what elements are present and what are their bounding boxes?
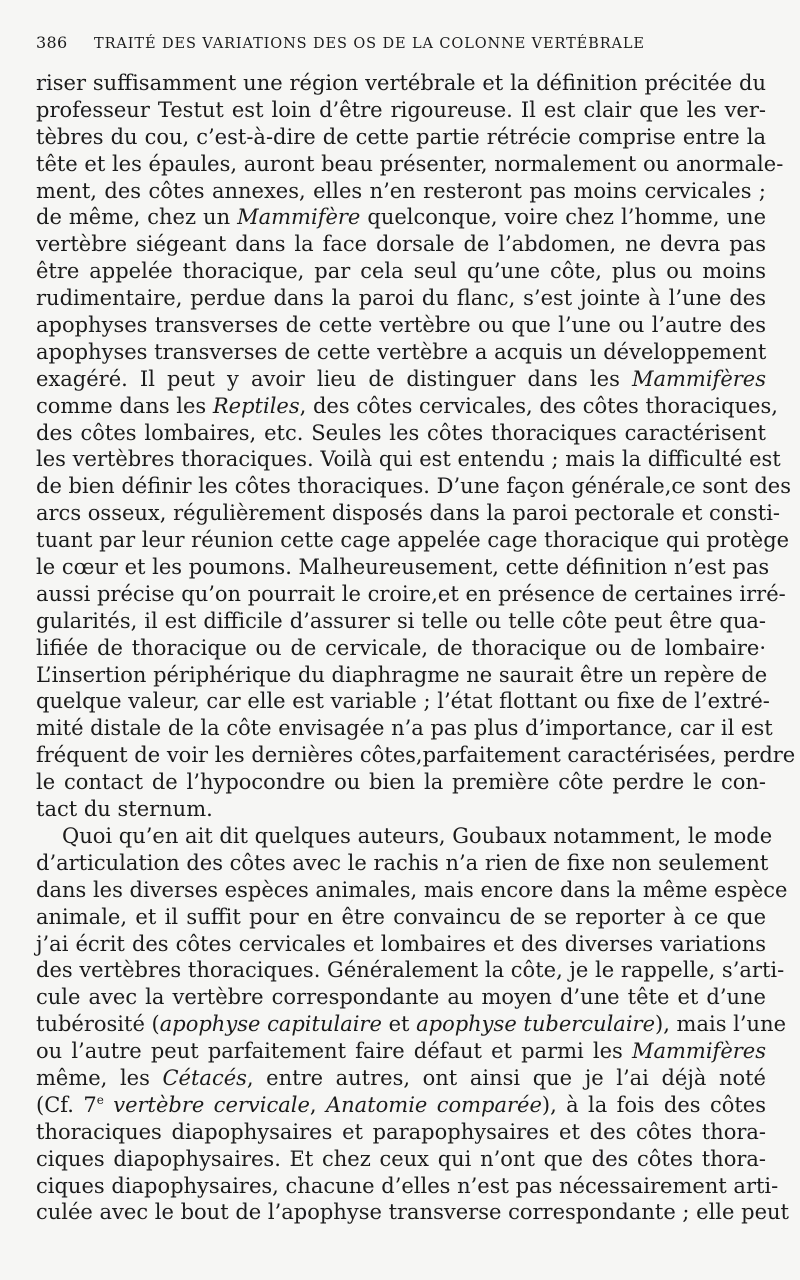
text-segment: fréquent de voir les dernières côtes,parfaitement caractérisées, perdre [36, 743, 796, 768]
text-segment: tact du sternum. [36, 797, 213, 822]
text-segment: professeur Testut est loin d’être rigoureuse. Il est clair que les ver- [36, 97, 766, 122]
text-line [36, 904, 766, 931]
text-segment: des côtes lombaires, etc. Seules les côtes thoraciques caractérisent [36, 420, 766, 445]
text-segment: , entre autres, ont ainsi que je l’ai déjà noté [246, 1065, 766, 1090]
text-segment: ), mais l’une [655, 1012, 787, 1037]
text-line [36, 635, 766, 662]
text-segment: ment, des côtes annexes, elles n’en resteront pas moins cervicales ; [36, 178, 766, 203]
text-segment: quelconque, voire chez l’homme, une [360, 205, 766, 230]
text-line [36, 581, 786, 608]
text-line [36, 850, 769, 877]
text-line [36, 178, 766, 205]
text-line [36, 124, 766, 151]
running-title: TRAITÉ DES VARIATIONS DES OS DE LA COLONNE VERTÉBRALE [94, 36, 645, 52]
text-line [36, 339, 766, 366]
text-line [36, 931, 766, 958]
text-segment: de bien définir les côtes thoraciques. D’une façon générale,ce sont des [36, 474, 791, 499]
text-segment: ), à la fois des côtes [541, 1092, 767, 1117]
text-segment: , [309, 1092, 326, 1117]
text-segment: j’ai écrit des côtes cervicales et lombaires et des diverses variations [36, 931, 766, 956]
text-segment: quelque valeur, car elle est variable ; l’état flottant ou fixe de l’extré- [36, 689, 770, 714]
text-line [36, 742, 796, 769]
italic-text: Mammifères [631, 366, 766, 391]
text-segment: lifiée de thoracique ou de cervicale, de thoracique ou de lombaire· [36, 635, 766, 660]
text-segment: tête et les épaules, auront beau présenter, normalement ou anormale- [36, 151, 784, 176]
text-line [36, 823, 773, 850]
text-segment: vertèbre siégeant dans la face dorsale de l’abdomen, ne devra pas [36, 232, 766, 257]
text-segment: et [381, 1012, 417, 1037]
text-line [36, 473, 791, 500]
text-segment: animale, et il suffit pour en être convaincu de se reporter à ce que [36, 904, 766, 929]
text-segment: ciques diapophysaires, chacune d’elles n’est pas nécessairement arti- [36, 1173, 779, 1198]
text-segment: de même, chez un [36, 205, 238, 230]
text-line [36, 393, 778, 420]
text-segment: comme dans les [36, 393, 213, 418]
text-segment: arcs osseux, régulièrement disposés dans la paroi pectorale et consti- [36, 501, 781, 526]
text-segment: rudimentaire, perdue dans la paroi du flanc, s’est jointe à l’une des [36, 286, 766, 311]
text-line [36, 957, 785, 984]
text-line [36, 285, 766, 312]
italic-text: Anatomie comparée [325, 1092, 542, 1117]
text-line [36, 204, 766, 231]
text-segment: les vertèbres thoraciques. Voilà qui est entendu ; mais la difficulté est [36, 447, 781, 472]
text-line [36, 1199, 789, 1226]
text-segment: même, les [36, 1065, 163, 1090]
body-text [36, 70, 796, 1226]
text-segment: , des côtes cervicales, des côtes thoraciques, [299, 393, 778, 418]
text-segment: cule avec la vertèbre correspondante au moyen d’une tête et d’une [36, 985, 766, 1010]
text-line [36, 527, 790, 554]
text-segment: être appelée thoracique, par cela seul qu’une côte, plus ou moins [36, 259, 766, 284]
superscript: e [96, 1092, 104, 1107]
text-line [36, 366, 766, 393]
italic-text: Cétacés [162, 1065, 247, 1090]
text-line [36, 688, 770, 715]
text-segment: culée avec le bout de l’apophyse transverse correspondante ; elle peut [36, 1200, 789, 1225]
text-line [36, 1092, 766, 1119]
italic-text: apophyse tuberculaire [416, 1012, 656, 1037]
text-line [36, 1011, 787, 1038]
text-line [36, 312, 766, 339]
text-line [36, 796, 766, 823]
text-segment: dans les diverses espèces animales, mais encore dans la même espèce [36, 877, 788, 902]
text-line [36, 231, 766, 258]
page-number: 386 [36, 33, 68, 52]
text-segment: gularités, il est difficile d’assurer si telle ou telle côte peut être qua- [36, 608, 766, 633]
text-line [36, 500, 781, 527]
text-line [36, 258, 766, 285]
text-segment: thoraciques diapophysaires et parapophysaires et des côtes thora- [36, 1119, 766, 1144]
text-segment: (Cf. 7 [36, 1092, 97, 1117]
text-line [36, 1146, 766, 1173]
text-line [36, 608, 766, 635]
text-line [36, 70, 766, 97]
text-line [36, 151, 784, 178]
text-segment: mité distale de la côte envisagée n’a pas plus d’importance, car il est [36, 716, 773, 741]
text-segment: le cœur et les poumons. Malheureusement, cette définition n’est pas [36, 555, 770, 580]
text-segment: tuant par leur réunion cette cage appelée cage thoracique qui protège [36, 528, 790, 553]
italic-text: vertèbre cervicale [113, 1092, 310, 1117]
text-segment: riser suffisamment une région vertébrale et la définition précitée du [36, 71, 766, 95]
text-segment: Quoi qu’en ait dit quelques auteurs, Goubaux notamment, le mode [62, 823, 773, 848]
text-line [36, 1038, 766, 1065]
italic-text: Mammifères [631, 1039, 766, 1064]
text-segment [104, 1093, 113, 1117]
italic-text: apophyse capitulaire [159, 1012, 382, 1037]
text-segment: aussi précise qu’on pourrait le croire,et en présence de certaines irré- [36, 581, 786, 606]
text-segment: apophyses transverses de cette vertèbre a acquis un développement [36, 339, 767, 364]
text-line [36, 662, 766, 689]
text-segment: tubérosité ( [36, 1012, 160, 1037]
text-line [36, 446, 781, 473]
text-line [36, 715, 773, 742]
text-line [36, 97, 766, 124]
text-line [36, 1119, 766, 1146]
text-segment: d’articulation des côtes avec le rachis n’a rien de fixe non seulement [36, 850, 769, 875]
text-segment: ou l’autre peut parfaitement faire défaut et parmi les [36, 1039, 632, 1064]
italic-text: Mammifère [237, 205, 361, 230]
text-segment: apophyses transverses de cette vertèbre ou que l’une ou l’autre des [36, 313, 766, 338]
text-segment: exagéré. Il peut y avoir lieu de distinguer dans les [36, 366, 632, 391]
text-line [36, 1065, 766, 1092]
text-segment: tèbres du cou, c’est-à-dire de cette partie rétrécie comprise entre la [36, 124, 766, 149]
text-line [36, 420, 766, 447]
text-line [36, 984, 766, 1011]
text-line [36, 554, 770, 581]
text-line [36, 877, 788, 904]
text-segment: des vertèbres thoraciques. Généralement la côte, je le rappelle, s’arti- [36, 958, 785, 983]
text-line [36, 1173, 779, 1200]
italic-text: Reptiles [212, 393, 300, 418]
text-segment: L’insertion périphérique du diaphragme ne saurait être un repère de [36, 662, 768, 687]
page-header [36, 33, 766, 53]
text-line [36, 769, 766, 796]
text-segment: le contact de l’hypocondre ou bien la première côte perdre le con- [36, 770, 766, 795]
text-segment: ciques diapophysaires. Et chez ceux qui n’ont que des côtes thora- [36, 1146, 766, 1171]
